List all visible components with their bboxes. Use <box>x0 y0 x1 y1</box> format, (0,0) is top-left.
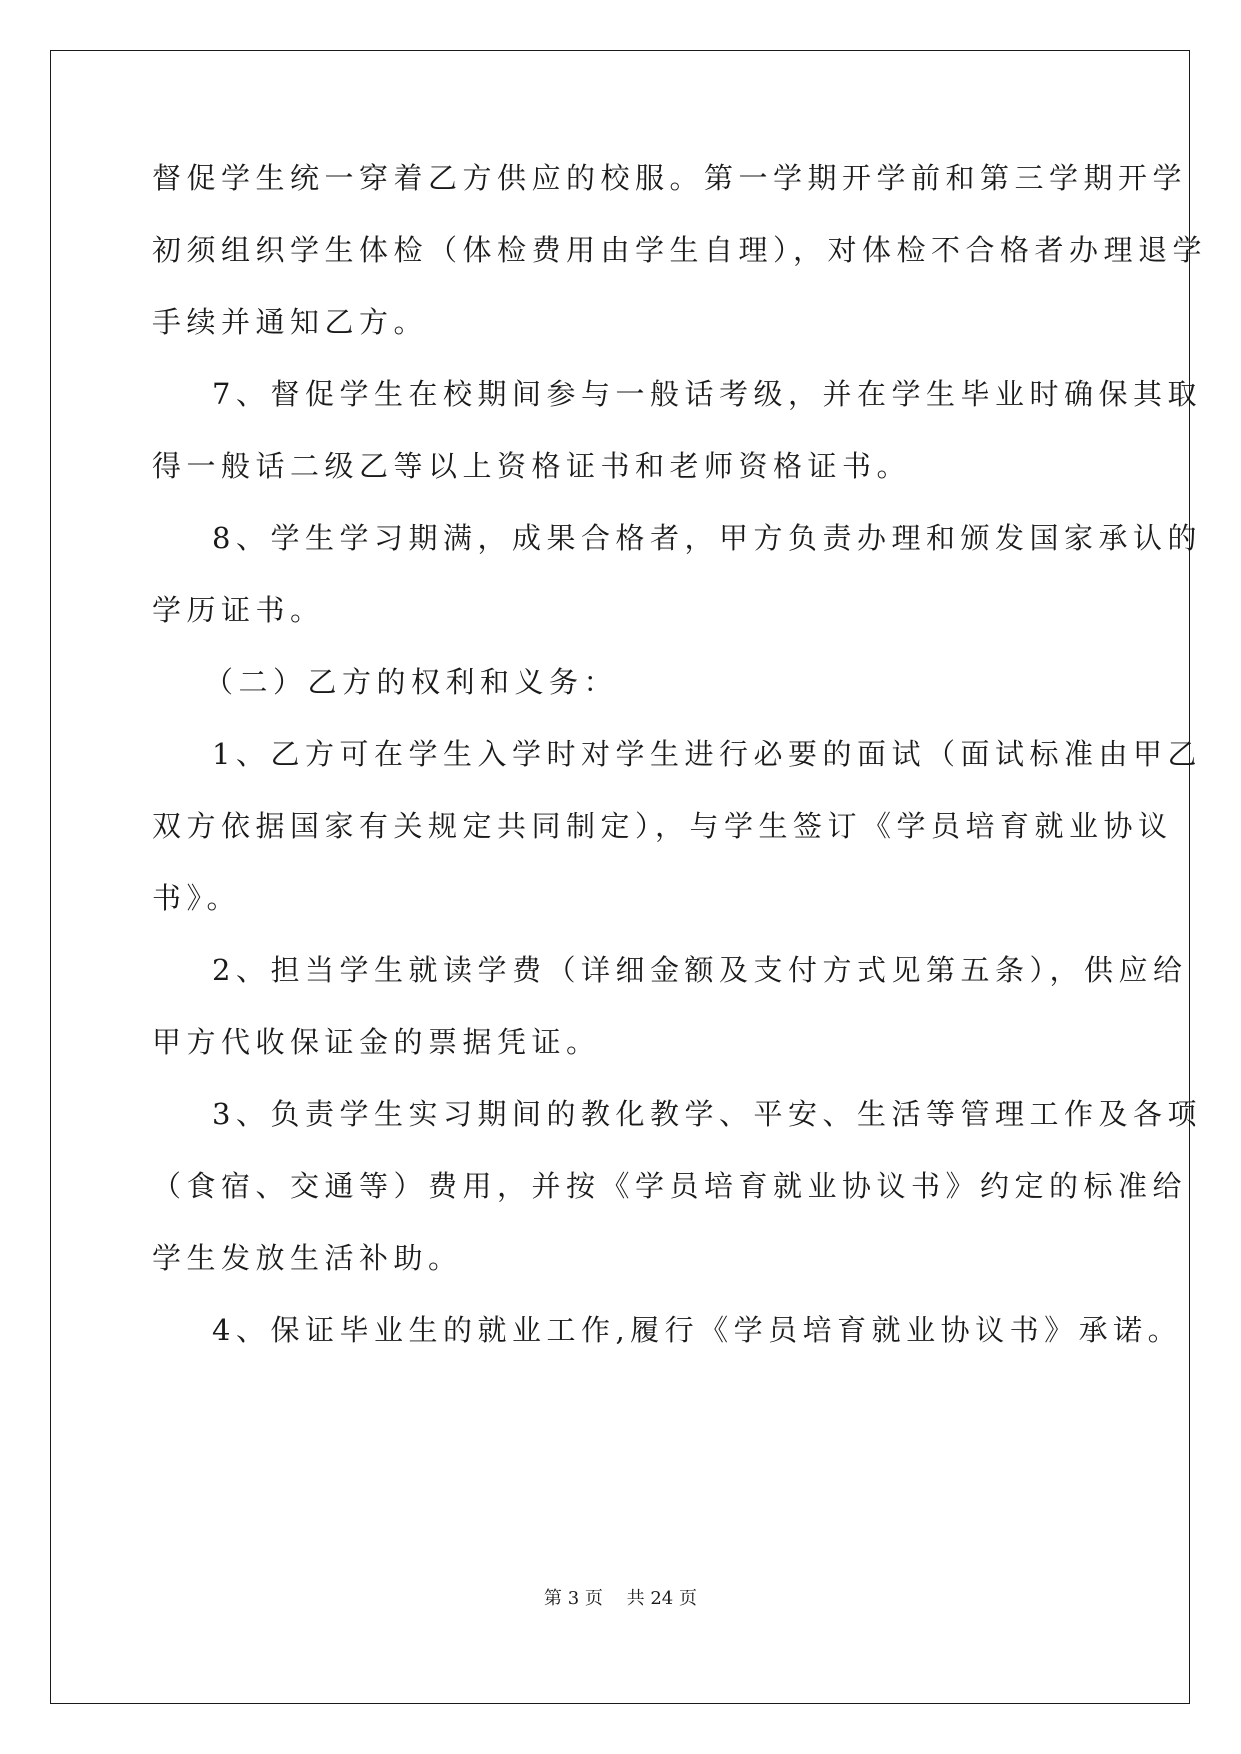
paragraph-line: 初须组织学生体检（体检费用由学生自理），对体检不合格者办理退学 <box>152 233 1208 267</box>
paragraph-line: 4、保证毕业生的就业工作,履行《学员培育就业协议书》承诺。 <box>212 1313 1183 1347</box>
paragraph-line: 学生发放生活补助。 <box>152 1241 463 1275</box>
page-number-footer: 第 3 页 共 24 页 <box>544 1588 697 1609</box>
paragraph-line: 书》。 <box>152 881 242 915</box>
paragraph-line: 2、担当学生就读学费（详细金额及支付方式见第五条），供应给 <box>212 953 1188 987</box>
paragraph-line: 甲方代收保证金的票据凭证。 <box>152 1025 601 1059</box>
paragraph-line: （食宿、交通等）费用，并按《学员培育就业协议书》约定的标准给 <box>152 1169 1188 1203</box>
paragraph-line: 得一般话二级乙等以上资格证书和老师资格证书。 <box>152 449 912 483</box>
paragraph-line: 手续并通知乙方。 <box>152 305 429 339</box>
paragraph-line: 督促学生统一穿着乙方供应的校服。第一学期开学前和第三学期开学 <box>152 161 1188 195</box>
paragraph-line: 双方依据国家有关规定共同制定），与学生签订《学员培育就业协议 <box>152 809 1173 843</box>
paragraph-line: 3、负责学生实习期间的教化教学、平安、生活等管理工作及各项 <box>212 1097 1202 1131</box>
paragraph-line: 学历证书。 <box>152 593 325 627</box>
section-heading: （二）乙方的权利和义务： <box>204 665 619 699</box>
paragraph-line: 7、督促学生在校期间参与一般话考级，并在学生毕业时确保其取 <box>212 377 1202 411</box>
paragraph-line: 1、乙方可在学生入学时对学生进行必要的面试（面试标准由甲乙 <box>212 737 1202 771</box>
paragraph-line: 8、学生学习期满，成果合格者，甲方负责办理和颁发国家承认的 <box>212 521 1202 555</box>
